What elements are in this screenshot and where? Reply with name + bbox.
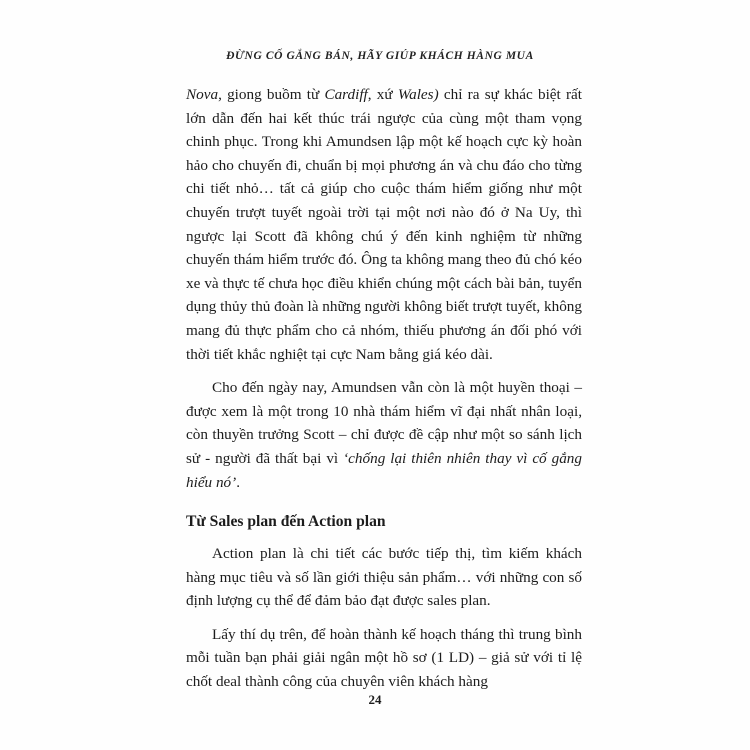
running-head: ĐỪNG CỐ GẮNG BÁN, HÃY GIÚP KHÁCH HÀNG MUA <box>226 50 534 62</box>
italic-city: Cardiff <box>324 86 368 103</box>
section-heading: Từ Sales plan đến Action plan <box>186 513 386 531</box>
paragraph-1: Nova, giong buồm từ Cardiff, xứ Wales) chỉ ra sự khác biệt rất lớn dẫn đến hai kết thúc trái ngược của cùng một tham vọng chinh phục. Trong khi Amundsen lập một kế hoạch cực kỳ hoàn hảo cho chuyến đi, chuẩn bị mọi phương án và chu đáo cho từng chi tiết nhỏ… tất cả giúp cho cuộc thám hiểm giống như một chuyến trượt tuyết ngoài trời tại một nơi nào đó ở Na Uy, thì ngược lại Scott đã không chú ý đến kinh nghiệm từ những chuyến thám hiểm trước đó. Ông ta không mang theo đủ chó kéo xe và thực tế chưa học điều khiển chúng một cách bài bản, tuyển dụng thủy thủ đoàn là những người không biết trượt tuyết, không mang đủ thực phẩm cho cả nhóm, thiếu phương án đối phó với thời tiết khắc nghiệt tại cực Nam bằng giá kéo dài. <box>186 86 582 363</box>
italic-ship-name: Nova <box>186 86 219 103</box>
paragraph-3: Action plan là chi tiết các bước tiếp thị, tìm kiếm khách hàng mục tiêu và số lần giới thiệu sản phẩm… với những con số định lượng cụ thể để đảm bảo đạt được sales plan. <box>186 545 582 610</box>
body-text <box>186 83 582 704</box>
paragraph-2: Cho đến ngày nay, Amundsen vẫn còn là một huyền thoại – được xem là một trong 10 nhà thám hiểm vĩ đại nhất nhân loại, còn thuyền trưởng Scott – chỉ được đề cập như một so sánh lịch sử - người đã thất bại vì ‘chống lại thiên nhiên thay vì cố gắng hiểu nó’. <box>186 379 582 491</box>
italic-quote: ‘chống lại thiên nhiên thay vì cố gắng hiểu nó’ <box>186 449 582 491</box>
paragraph-4: Lấy thí dụ trên, để hoàn thành kế hoạch tháng thì trung bình mỗi tuần bạn phải giải ngân một hồ sơ (1 LD) – giả sử với tỉ lệ chốt deal thành công của chuyên viên khách hàng <box>186 625 582 691</box>
italic-country: Wales) <box>397 86 439 103</box>
page-number: 24 <box>368 692 382 707</box>
